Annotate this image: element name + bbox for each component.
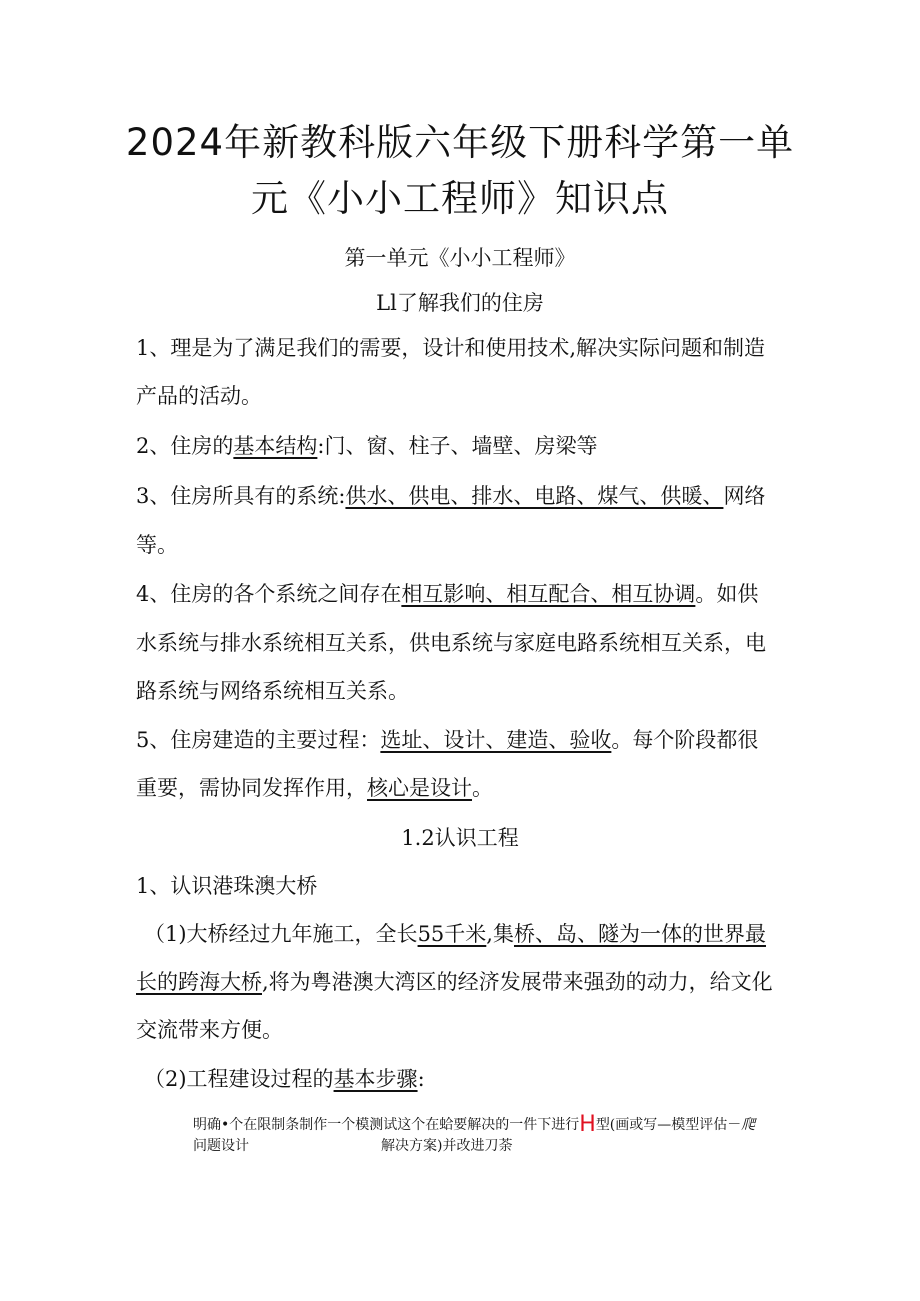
point-5-text: 5、住房建造的主要过程： (136, 728, 381, 752)
document-title-line-2: 元《小小工程师》知识点 (251, 177, 669, 220)
steps-diagram-text: 明确•个在限制条制作一个模测试这个在蛤要解决的一件下进行 (193, 1117, 580, 1133)
point-3-text-end: 网络 (723, 484, 766, 508)
point-3-text: 3、住房所具有的系统: (136, 484, 346, 508)
document-title-line-1: 2024年新教科版六年级下册科学第一单 (125, 121, 795, 164)
steps-diagram-letter: H (579, 1112, 596, 1137)
point-5-underlined: 选址、设计、建造、验收 (380, 728, 612, 752)
point-5-line-1 (136, 724, 758, 754)
steps-diagram-text-2: 型(画或写—模型评估－ (595, 1117, 742, 1133)
sub-1-text: （1)大桥经过九年施工，全长 (144, 922, 418, 946)
sub-1-line-1 (144, 918, 766, 948)
point-1-line-1: 1、理是为了满足我们的需要，设计和使用技术,解决实际问题和制造 (136, 336, 766, 360)
sub-1-line-3: 交流带来方便。 (136, 1018, 283, 1042)
point-4-line-3: 路系统与网络系统相互关系。 (136, 679, 409, 703)
steps-diagram-row-1 (193, 1112, 755, 1137)
point-2-text: 2、住房的 (136, 434, 234, 458)
sub-2 (144, 1063, 425, 1093)
sub-1-line-2 (136, 966, 773, 996)
point-3-underlined: 供水、供电、排水、电路、煤气、供暖、 (345, 484, 724, 508)
point-4-text: 4、住房的各个系统之间存在 (136, 582, 402, 606)
point-2-text-end: :门、窗、柱子、墙壁、房梁等 (317, 434, 598, 458)
sub-2-text-end: : (417, 1067, 425, 1091)
point-4-underlined: 相互影响、相互配合、相互协调 (401, 582, 696, 606)
sub-1-line-2-text: ,将为粤港澳大湾区的经济发展带来强劲的动力，给文化 (262, 970, 773, 994)
point-5-line-2-end: 。 (472, 776, 493, 800)
lesson-1-heading: Ll了解我们的住房 (376, 291, 544, 315)
sub-1-underlined-length: 55千米 (417, 922, 487, 946)
point-5-line-2 (136, 772, 493, 802)
item-1-heading: 1、认识港珠澳大桥 (136, 874, 318, 898)
point-3-line-1 (136, 480, 765, 510)
sub-2-underlined: 基本步骤 (333, 1067, 418, 1091)
point-3-line-2: 等。 (136, 533, 178, 557)
steps-diagram-text-3: 爬 (741, 1117, 756, 1133)
point-5-line-2-underlined: 核心是设计 (367, 776, 472, 800)
point-4-line-1 (136, 578, 758, 608)
sub-1-text-mid: ,集 (486, 922, 514, 946)
point-4-text-end: 。如供 (695, 582, 759, 606)
point-5-line-2-text: 重要，需协同发挥作用， (136, 776, 367, 800)
point-2 (136, 430, 597, 460)
sub-1-line-2-underlined: 长的跨海大桥 (136, 970, 262, 994)
steps-diagram-row-2-left: 问题设计 (193, 1138, 249, 1154)
unit-heading: 第一单元《小小工程师》 (344, 246, 576, 270)
point-5-text-end: 。每个阶段都很 (611, 728, 759, 752)
steps-diagram-row-2-right: 解决方案)并改进刀荼 (381, 1138, 513, 1154)
sub-1-underlined-desc: 桥、岛、隧为一体的世界最 (513, 922, 766, 946)
point-1-line-2: 产品的活动。 (136, 384, 262, 408)
sub-2-text: （2)工程建设过程的 (144, 1067, 334, 1091)
point-2-underlined: 基本结构 (233, 434, 318, 458)
point-4-line-2: 水系统与排水系统相互关系，供电系统与家庭电路系统相互关系，电 (136, 631, 766, 655)
lesson-2-heading: 1.2认识工程 (401, 826, 519, 850)
